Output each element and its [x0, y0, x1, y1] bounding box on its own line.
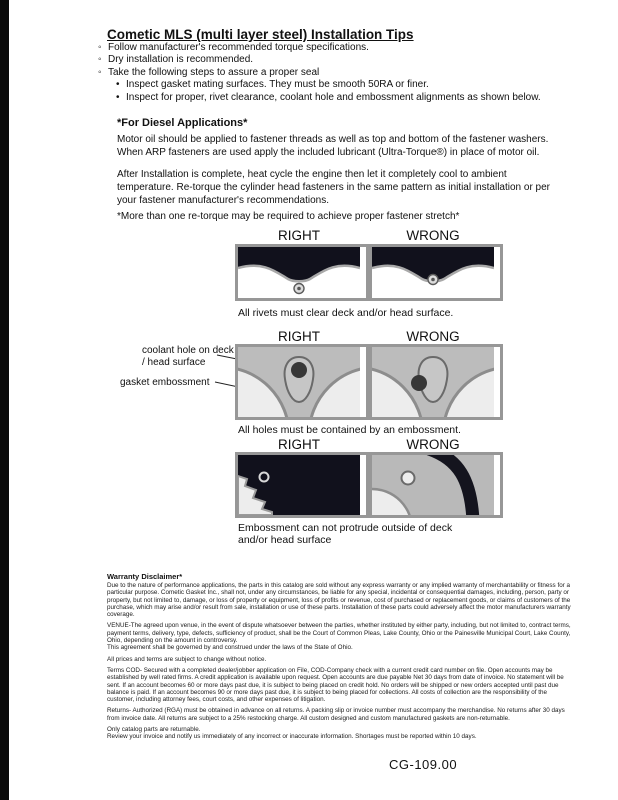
warranty-disclaimer	[107, 582, 575, 745]
wrong-label-row2: WRONG	[406, 329, 460, 344]
rivet-interference-illustration	[372, 247, 494, 298]
binding-edge	[0, 0, 9, 800]
hole-outside-illustration	[372, 347, 494, 417]
filled-bullet-icon: •	[116, 79, 120, 91]
embossment-protruding-illustration	[372, 455, 494, 515]
installation-tips-list	[98, 42, 541, 104]
tip-sub-item	[98, 79, 541, 91]
diagram-embossment-right	[235, 452, 369, 518]
caption-holes: All holes must be contained by an embossment.	[238, 424, 461, 436]
open-bullet-icon: ◦	[98, 42, 102, 53]
tip-item	[98, 54, 541, 66]
diesel-paragraph-2: After Installation is complete, heat cycle the engine then let it completely cool to ambient temperature. Re-torque the cylinder head fasteners in the same pattern as initial installation or per your fastener manufacturer's recommendations.	[117, 169, 551, 206]
warranty-paragraph: Review your invoice and notify us immediately of any incorrect or inaccurate information. Shortages must be reported within 10 days.	[107, 733, 477, 741]
wrong-label-row3: WRONG	[406, 437, 460, 452]
coolant-hole-icon	[291, 362, 307, 378]
callout-gasket-embossment: gasket embossment	[120, 377, 210, 388]
page-code: CG-109.00	[389, 757, 458, 772]
diesel-paragraph-1: Motor oil should be applied to fastener threads as well as top and bottom of the fastener washers. When ARP fasteners are used apply the included lubricant (Ultra-Torque®) in place of motor oil.	[117, 134, 549, 158]
warranty-paragraph: VENUE-The agreed upon venue, in the event of dispute whatsoever between the parties, whether instituted by either party, including, but not limited to, contract terms, payment terms, delivery, type, defects, sufficiency of product, shall be the Court of Common Pleas, Lake County, Ohio or the Painesville Municipal Court, Lake County, Ohio, depending on the amount in controversy.	[107, 622, 571, 645]
diagram-rivet-wrong	[369, 244, 503, 301]
warranty-paragraph: All prices and terms are subject to change without notice.	[107, 655, 267, 663]
warranty-paragraph: This agreement shall be governed by and construed under the laws of the State of Ohio.	[107, 644, 353, 652]
diagram-hole-right	[235, 344, 369, 420]
wrong-label-row1: WRONG	[406, 228, 460, 243]
rivet-clear-illustration	[238, 247, 360, 298]
warranty-paragraph: Returns- Authorized (RGA) must be obtained in advance on all returns. A packing slip or invoice number must accompany the merchandise. No returns after 30 days from invoice date. All returns are subject to a 25% restocking charge. All custom designed and custom manufactured gaskets are non-returnable.	[107, 707, 565, 722]
tip-text: Dry installation is recommended.	[108, 54, 254, 66]
caption-embossment: Embossment can not protrude outside of deck and/or head surface	[238, 522, 453, 546]
retorque-note: *More than one re-torque may be required to achieve proper fastener stretch*	[117, 211, 460, 222]
hole-contained-illustration	[238, 347, 360, 417]
diesel-applications-heading: *For Diesel Applications*	[117, 117, 248, 129]
diagram-rivet-right	[235, 244, 369, 301]
coolant-hole-icon	[411, 375, 427, 391]
right-label-row3: RIGHT	[278, 437, 320, 452]
warranty-paragraph: Only catalog parts are returnable.	[107, 726, 201, 734]
page-title: Cometic MLS (multi layer steel) Installation Tips	[107, 27, 414, 43]
diagram-embossment-wrong	[369, 452, 503, 518]
diagram-hole-wrong	[369, 344, 503, 420]
tip-item	[98, 42, 541, 54]
warranty-paragraph: Due to the nature of performance applications, the parts in this catalog are sold without any express warranty or any implied warranty of merchantability or fitness for a particular purpose. Cometic Gasket Inc., shall not, under any circumstances, be liable for any special, incidental or consequential damages, including, person, party or property, but not limited to, damage, or loss of property or equipment, loss of profits or revenue, cost of purchased or replacement goods, or claims of customers of the purchase, which may arise and/or result from sale, installation or use of these parts. Installation of these parts could adversely affect the motor manufacturers warranty coverage.	[107, 582, 571, 619]
bolt-hole-icon	[402, 472, 415, 485]
open-bullet-icon: ◦	[98, 54, 102, 66]
embossment-contained-illustration	[238, 455, 360, 515]
caption-rivets: All rivets must clear deck and/or head surface.	[238, 307, 454, 319]
tip-text: Inspect gasket mating surfaces. They must be smooth 50RA or finer.	[126, 79, 429, 91]
callout-coolant-hole: coolant hole on deck / head surface	[142, 345, 234, 368]
tip-text: Inspect for proper, rivet clearance, coolant hole and embossment alignments as shown below.	[126, 91, 541, 103]
right-label-row2: RIGHT	[278, 329, 320, 344]
tip-item	[98, 67, 541, 79]
tip-sub-item	[98, 92, 541, 104]
tip-text: Take the following steps to assure a proper seal	[108, 66, 320, 78]
tip-text: Follow manufacturer's recommended torque specifications.	[108, 42, 369, 53]
filled-bullet-icon: •	[116, 91, 120, 103]
right-label-row1: RIGHT	[278, 228, 320, 243]
warranty-heading: Warranty Disclaimer*	[107, 572, 183, 581]
open-bullet-icon: ◦	[98, 66, 102, 78]
warranty-paragraph: Terms COD- Secured with a completed dealer/jobber application on File, COD-Company check with a current credit card number on file. Open accounts may be established by well rated firms. A credit application is available upon request. Open accounts are due payable Net 30 days from date of invoice. No statement will be sent. If an account becomes 60 or more days past due, it is subject to being placed on credit hold. No orders will be shipped or new orders accepted until past due balance is paid. If an account becomes 90 or more days past due, it is subject to being placed for collections. All costs of collection are the responsibility of the customer, including attorney fees, court costs, and other expenses of litigation.	[107, 666, 564, 704]
